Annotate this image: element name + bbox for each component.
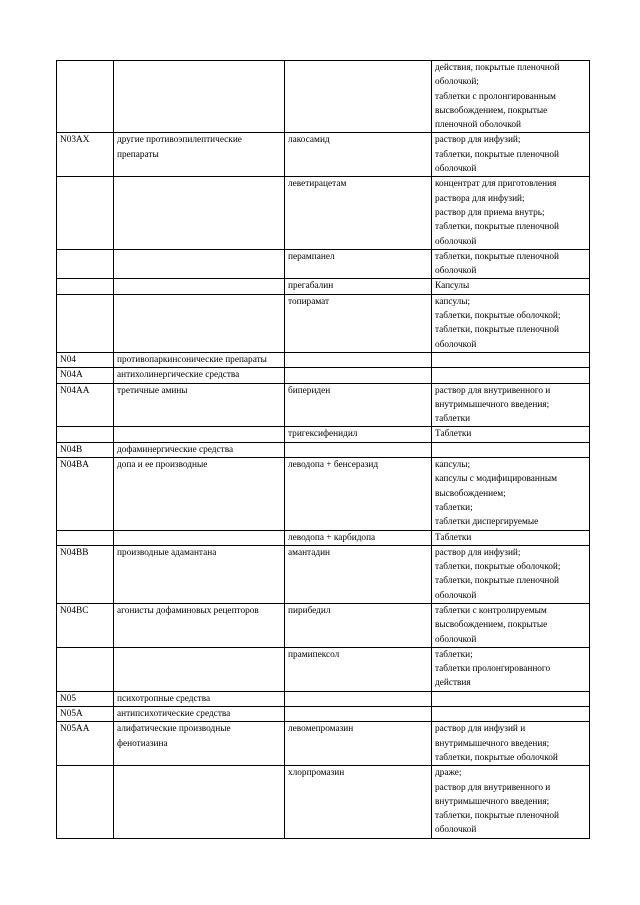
- dosage-form-line: таблетки, покрытые оболочкой: [435, 752, 558, 763]
- drug-name-text: амантадин: [288, 547, 331, 558]
- dosage-form-cell: [432, 545, 590, 603]
- atc-code-cell: [57, 707, 114, 722]
- pharmacological-group-text: агонисты дофаминовых рецепторов: [117, 605, 259, 616]
- dosage-form-line: таблетки, покрытые пленочной: [435, 251, 559, 262]
- dosage-form-line: раствор для внутривенного и: [435, 385, 551, 396]
- pharmacological-group-cell: [114, 61, 285, 133]
- pharmacological-group-cell: [114, 294, 285, 352]
- atc-code-cell: [57, 458, 114, 530]
- pharmacological-group-cell: [114, 722, 285, 766]
- drug-name-cell: [285, 249, 432, 279]
- atc-code-text: N04AA: [60, 385, 90, 396]
- drug-name-text: левомепромазин: [288, 724, 354, 735]
- dosage-form-cell: [432, 722, 590, 766]
- pharmacological-group-cell: [114, 530, 285, 545]
- atc-code-cell: [57, 545, 114, 603]
- pharmacological-group-text: третичные амины: [117, 385, 188, 396]
- drug-name-cell: [285, 530, 432, 545]
- dosage-form-cell: [432, 383, 590, 427]
- drug-name-cell: [285, 647, 432, 691]
- pharmacological-group-text: психотропные средства: [117, 693, 211, 704]
- pharmacological-group-text: дофаминергические средства: [117, 444, 234, 455]
- table-row: [57, 294, 590, 352]
- drug-name-text: леводопа + бенсеразид: [288, 460, 379, 471]
- atc-code-cell: [57, 442, 114, 457]
- dosage-form-cell: [432, 352, 590, 367]
- dosage-form-line: драже;: [435, 768, 462, 779]
- table-row: [57, 61, 590, 133]
- dosage-form-line: концентрат для приготовления: [435, 179, 557, 190]
- atc-code-text: N04BC: [60, 605, 89, 616]
- dosage-form-line: таблетки;: [435, 649, 473, 660]
- drug-name-cell: [285, 545, 432, 603]
- dosage-form-line: раствор для внутривенного и: [435, 782, 551, 793]
- drug-name-cell: [285, 279, 432, 294]
- dosage-form-cell: [432, 707, 590, 722]
- dosage-form-cell: [432, 766, 590, 838]
- drug-name-cell: [285, 352, 432, 367]
- atc-code-text: N05: [60, 693, 77, 704]
- atc-code-cell: [57, 647, 114, 691]
- drug-name-text: прамипексол: [288, 649, 340, 660]
- atc-code-cell: [57, 603, 114, 647]
- pharmacological-group-cell: [114, 545, 285, 603]
- pharmacological-group-cell: [114, 707, 285, 722]
- table-row: [57, 427, 590, 442]
- dosage-form-line: раствор для инфузий;: [435, 135, 521, 146]
- atc-code-cell: [57, 427, 114, 442]
- pharmacological-group-cell: [114, 133, 285, 177]
- atc-code-cell: [57, 368, 114, 383]
- dosage-form-cell: [432, 249, 590, 279]
- dosage-form-cell: [432, 530, 590, 545]
- dosage-form-line: оболочкой: [435, 634, 477, 645]
- dosage-form-line: действия: [435, 678, 471, 689]
- dosage-form-line: внутримышечного введения;: [435, 796, 550, 807]
- table-row: [57, 279, 590, 294]
- drug-name-cell: [285, 383, 432, 427]
- dosage-form-line: таблетки, покрытые пленочной: [435, 576, 559, 587]
- drug-name-text: леветирацетам: [288, 179, 347, 190]
- atc-code-cell: [57, 133, 114, 177]
- dosage-form-cell: [432, 368, 590, 383]
- atc-code-cell: [57, 691, 114, 706]
- table-row: [57, 691, 590, 706]
- table-row: [57, 368, 590, 383]
- table-row: [57, 442, 590, 457]
- dosage-form-cell: [432, 61, 590, 133]
- pharmacological-group-text: антипсихотические средства: [117, 709, 231, 720]
- atc-code-cell: [57, 766, 114, 838]
- pharmacological-group-text: антихолинергические средства: [117, 370, 240, 381]
- pharmacological-group-cell: [114, 691, 285, 706]
- pharmacological-group-cell: [114, 368, 285, 383]
- drug-name-cell: [285, 177, 432, 249]
- atc-code-cell: [57, 294, 114, 352]
- pharmacological-group-cell: [114, 177, 285, 249]
- drug-name-cell: [285, 368, 432, 383]
- pharmacological-group-cell: [114, 352, 285, 367]
- table-row: [57, 133, 590, 177]
- dosage-form-line: таблетки с контролируемым: [435, 605, 547, 616]
- dosage-form-line: раствора для инфузий;: [435, 193, 525, 204]
- pharmacological-group-cell: [114, 279, 285, 294]
- dosage-form-cell: [432, 279, 590, 294]
- table-row: [57, 722, 590, 766]
- dosage-form-line: таблетки, покрытые оболочкой;: [435, 311, 561, 322]
- atc-code-text: N03AX: [60, 135, 90, 146]
- dosage-form-line: Таблетки: [435, 532, 472, 543]
- atc-code-text: N04BB: [60, 547, 89, 558]
- dosage-form-line: таблетки диспергируемые: [435, 517, 539, 528]
- drug-name-cell: [285, 294, 432, 352]
- dosage-form-cell: [432, 691, 590, 706]
- dosage-form-line: капсулы;: [435, 460, 471, 471]
- atc-code-cell: [57, 61, 114, 133]
- atc-code-cell: [57, 249, 114, 279]
- drug-name-text: лакосамид: [288, 135, 330, 146]
- dosage-form-line: капсулы с модифицированным: [435, 474, 557, 485]
- pharmacological-group-cell: [114, 458, 285, 530]
- drug-name-text: прегабалин: [288, 281, 334, 292]
- atc-code-text: N04: [60, 354, 77, 365]
- dosage-form-line: раствор для инфузий и: [435, 724, 526, 735]
- dosage-form-line: таблетки, покрытые пленочной: [435, 149, 559, 160]
- dosage-form-line: Таблетки: [435, 429, 472, 440]
- drug-name-cell: [285, 61, 432, 133]
- dosage-form-line: высвобождением, покрытые: [435, 620, 548, 631]
- table-row: [57, 603, 590, 647]
- pharmacological-group-text: другие противоэпилептические препараты: [117, 135, 242, 160]
- dosage-form-cell: [432, 427, 590, 442]
- table-row: [57, 458, 590, 530]
- pharmacological-group-text: допа и ее производные: [117, 460, 208, 471]
- drug-name-text: перампанел: [288, 251, 335, 262]
- pharmacological-group-cell: [114, 427, 285, 442]
- dosage-form-cell: [432, 294, 590, 352]
- dosage-form-cell: [432, 603, 590, 647]
- dosage-form-line: высвобождением, покрытые: [435, 105, 548, 116]
- dosage-form-cell: [432, 442, 590, 457]
- dosage-form-line: таблетки с пролонгированным: [435, 91, 556, 102]
- dosage-form-line: таблетки: [435, 414, 471, 425]
- dosage-form-line: внутримышечного введения;: [435, 738, 550, 749]
- drug-name-text: топирамат: [288, 296, 330, 307]
- atc-code-text: N04BA: [60, 460, 89, 471]
- drug-name-text: бипериден: [288, 385, 331, 396]
- dosage-form-line: действия, покрытые пленочной: [435, 63, 560, 73]
- table-row: [57, 647, 590, 691]
- atc-code-cell: [57, 352, 114, 367]
- pharmacological-group-text: алифатические производные фенотиазина: [117, 724, 231, 749]
- pharmacological-group-cell: [114, 647, 285, 691]
- atc-code-cell: [57, 722, 114, 766]
- dosage-form-cell: [432, 177, 590, 249]
- dosage-form-line: оболочкой: [435, 590, 477, 601]
- dosage-form-line: таблетки пролонгированного: [435, 664, 551, 675]
- atc-code-text: N04A: [60, 370, 83, 381]
- dosage-form-line: оболочкой: [435, 266, 477, 277]
- drug-name-cell: [285, 133, 432, 177]
- drug-name-cell: [285, 427, 432, 442]
- drug-name-cell: [285, 603, 432, 647]
- dosage-form-line: оболочкой;: [435, 77, 479, 88]
- atc-code-text: N05AA: [60, 724, 90, 735]
- table-row: [57, 249, 590, 279]
- dosage-form-line: таблетки, покрытые оболочкой;: [435, 562, 561, 573]
- pharmacological-group-cell: [114, 383, 285, 427]
- drug-name-text: пирибедил: [288, 605, 331, 616]
- drug-name-cell: [285, 766, 432, 838]
- dosage-form-cell: [432, 647, 590, 691]
- table-row: [57, 766, 590, 838]
- pharmacological-group-text: производные адамантана: [117, 547, 217, 558]
- dosage-form-line: таблетки, покрытые пленочной: [435, 325, 559, 336]
- table-row: [57, 707, 590, 722]
- dosage-form-line: таблетки;: [435, 502, 473, 513]
- atc-code-cell: [57, 279, 114, 294]
- dosage-form-line: внутримышечного введения;: [435, 399, 550, 410]
- dosage-form-cell: [432, 133, 590, 177]
- atc-code-cell: [57, 383, 114, 427]
- drug-name-cell: [285, 458, 432, 530]
- atc-code-text: N04B: [60, 444, 83, 455]
- pharmacological-group-cell: [114, 766, 285, 838]
- atc-code-text: N05A: [60, 709, 83, 720]
- drug-name-text: хлорпромазин: [288, 768, 345, 779]
- dosage-form-line: таблетки, покрытые пленочной: [435, 222, 559, 233]
- drug-name-text: тригексифенидил: [288, 429, 358, 440]
- dosage-form-line: оболочкой: [435, 339, 477, 350]
- drug-name-cell: [285, 722, 432, 766]
- table-row: [57, 545, 590, 603]
- dosage-form-line: оболочкой: [435, 164, 477, 175]
- pharmacological-group-cell: [114, 603, 285, 647]
- table-row: [57, 530, 590, 545]
- pharmacological-group-text: противопаркинсонические препараты: [117, 354, 267, 365]
- atc-code-cell: [57, 177, 114, 249]
- medication-table: [56, 60, 590, 839]
- dosage-form-line: пленочной оболочкой: [435, 120, 522, 131]
- drug-name-text: леводопа + карбидопа: [288, 532, 376, 543]
- table-row: [57, 352, 590, 367]
- dosage-form-line: капсулы;: [435, 296, 471, 307]
- dosage-form-cell: [432, 458, 590, 530]
- dosage-form-line: раствор для приема внутрь;: [435, 207, 545, 218]
- table-row: [57, 177, 590, 249]
- dosage-form-line: оболочкой: [435, 236, 477, 247]
- drug-name-cell: [285, 707, 432, 722]
- dosage-form-line: оболочкой: [435, 825, 477, 836]
- dosage-form-line: таблетки, покрытые пленочной: [435, 811, 559, 822]
- pharmacological-group-cell: [114, 442, 285, 457]
- drug-name-cell: [285, 691, 432, 706]
- dosage-form-line: высвобождением;: [435, 488, 506, 499]
- dosage-form-line: раствор для инфузий;: [435, 547, 521, 558]
- table-row: [57, 383, 590, 427]
- dosage-form-line: Капсулы: [435, 281, 470, 292]
- drug-name-cell: [285, 442, 432, 457]
- atc-code-cell: [57, 530, 114, 545]
- table-body: [57, 61, 590, 839]
- pharmacological-group-cell: [114, 249, 285, 279]
